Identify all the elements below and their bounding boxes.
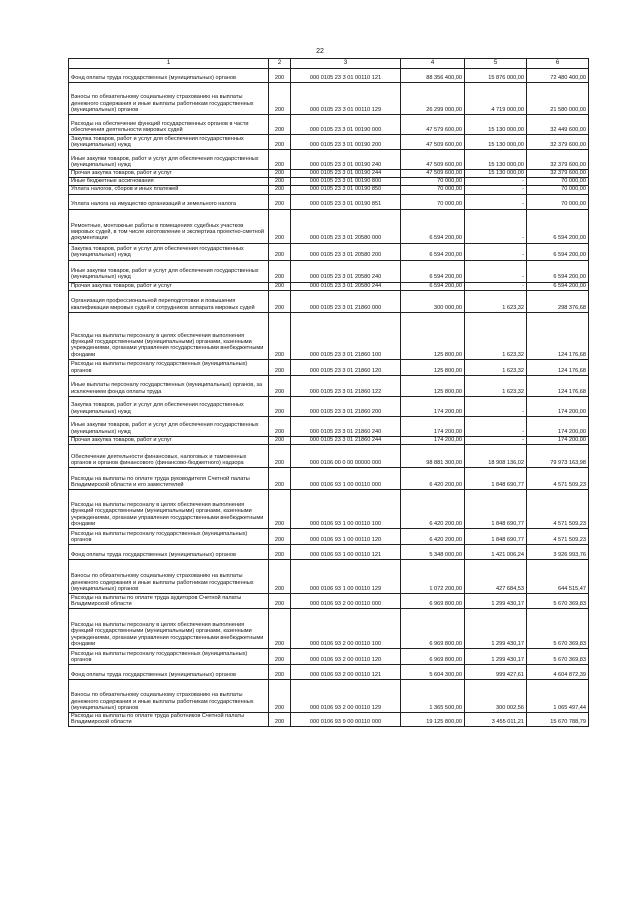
row-executed-amount: 999 427,61 [465,665,527,680]
page-number: 22 [316,48,324,55]
row-budget-code: 000 0105 23 3 01 21860 244 [291,436,401,444]
row-executed-amount: 15 130 000,00 [465,115,527,135]
row-unexecuted-amount: 4 571 509,23 [527,468,589,490]
row-approved-amount: 6 594 200,00 [401,282,465,290]
row-approved-amount: 6 420 200,00 [401,490,465,529]
row-approved-amount: 26 299 000,00 [401,83,465,115]
row-executed-amount: 1 848 690,77 [465,468,527,490]
header-col-3: 3 [291,59,401,69]
row-name: Расходы на выплаты по оплате труда работников Счетной палаты Владимирской области [69,713,269,727]
row-executed-amount: - [465,260,527,282]
row-executed-amount: 1 421 006,24 [465,545,527,560]
row-unexecuted-amount: 70 000,00 [527,178,589,186]
row-budget-code: 000 0105 23 3 01 00110 121 [291,69,401,83]
row-unexecuted-amount: 174 200,00 [527,416,589,436]
row-budget-code: 000 0106 93 2 00 00110 100 [291,609,401,649]
row-budget-code: 000 0105 23 3 01 00110 129 [291,83,401,115]
row-executed-amount: 1 623,32 [465,312,527,359]
row-approved-amount: 70 000,00 [401,194,465,209]
row-code: 200 [269,594,291,609]
row-budget-code: 000 0105 23 3 01 20580 240 [291,260,401,282]
row-executed-amount: 427 684,53 [465,560,527,594]
row-budget-code: 000 0106 93 9 00 00110 000 [291,713,401,727]
row-unexecuted-amount: 32 379 600,00 [527,135,589,150]
table-row [69,436,589,444]
row-code: 200 [269,560,291,594]
row-name: Уплата налога на имущество организаций и земельного налога [69,194,269,209]
row-name: Иные выплаты персоналу государственных (муниципальных) органов, за исключением фонда оплаты труда [69,375,269,396]
table-row [69,209,589,243]
row-code: 200 [269,529,291,545]
row-executed-amount: 1 623,32 [465,290,527,312]
table-row [69,680,589,713]
table-row [69,260,589,282]
row-code: 200 [269,609,291,649]
row-name: Организация профессиональной переподготовки и повышения квалификации мировых судей и сотрудников аппарата мировых судей [69,290,269,312]
row-approved-amount: 125 800,00 [401,375,465,396]
table-row [69,396,589,416]
table-row [69,529,589,545]
row-budget-code: 000 0106 93 1 00 00110 100 [291,490,401,529]
row-approved-amount: 47 509 600,00 [401,170,465,178]
row-code: 200 [269,243,291,260]
row-budget-code: 000 0105 23 3 01 00190 800 [291,178,401,186]
row-approved-amount: 6 420 200,00 [401,468,465,490]
table-row [69,178,589,186]
row-name: Взносы по обязательному социальному страхованию на выплаты денежного содержания и иные выплаты работникам государственных (муниципальных) органов [69,83,269,115]
row-name: Иные закупки товаров, работ и услуг для обеспечения государственных (муниципальных) нужд [69,416,269,436]
row-budget-code: 000 0106 93 1 00 00110 000 [291,468,401,490]
row-code: 200 [269,545,291,560]
header-col-1: 1 [69,59,269,69]
row-code: 200 [269,260,291,282]
row-executed-amount: 1 299 430,17 [465,649,527,665]
row-executed-amount: 300 002,56 [465,680,527,713]
row-budget-code: 000 0105 23 3 01 21860 000 [291,290,401,312]
row-code: 200 [269,649,291,665]
row-name: Расходы на выплаты по оплате труда аудиторов Счетной палаты Владимирской области [69,594,269,609]
row-unexecuted-amount: 5 670 369,83 [527,594,589,609]
row-unexecuted-amount: 6 594 200,00 [527,209,589,243]
row-unexecuted-amount: 6 594 200,00 [527,260,589,282]
row-budget-code: 000 0105 23 3 01 00190 240 [291,150,401,170]
row-name: Иные бюджетные ассигнования [69,178,269,186]
row-approved-amount: 300 000,00 [401,290,465,312]
table-row [69,115,589,135]
row-executed-amount: 1 299 430,17 [465,594,527,609]
row-name: Расходы на выплаты персоналу в целях обеспечения выполнения функций государственными (муниципальными) органами, казенными учреждениями, органами управления государственными внебюджетными фондами [69,609,269,649]
row-code: 200 [269,436,291,444]
header-col-2: 2 [269,59,291,69]
row-budget-code: 000 0105 23 3 01 20580 000 [291,209,401,243]
row-name: Иные закупки товаров, работ и услуг для обеспечения государственных (муниципальных) нужд [69,260,269,282]
row-approved-amount: 174 200,00 [401,396,465,416]
row-executed-amount: 3 455 011,21 [465,713,527,727]
row-code: 200 [269,170,291,178]
row-name: Иные закупки товаров, работ и услуг для обеспечения государственных (муниципальных) нужд [69,150,269,170]
row-approved-amount: 1 072 200,00 [401,560,465,594]
row-name: Расходы на выплаты персоналу государственных (муниципальных) органов [69,359,269,375]
row-code: 200 [269,69,291,83]
row-unexecuted-amount: 298 376,68 [527,290,589,312]
row-code: 200 [269,713,291,727]
row-budget-code: 000 0105 23 3 01 20580 244 [291,282,401,290]
row-name: Закупка товаров, работ и услуг для обеспечения государственных (муниципальных) нужд [69,243,269,260]
row-code: 200 [269,290,291,312]
row-executed-amount: - [465,282,527,290]
row-budget-code: 000 0105 23 3 01 21860 200 [291,396,401,416]
row-approved-amount: 1 365 500,00 [401,680,465,713]
row-approved-amount: 47 509 600,00 [401,135,465,150]
row-unexecuted-amount: 70 000,00 [527,194,589,209]
table-row [69,665,589,680]
row-code: 200 [269,282,291,290]
row-budget-code: 000 0105 23 3 01 00190 851 [291,194,401,209]
row-unexecuted-amount: 3 926 993,76 [527,545,589,560]
row-code: 200 [269,194,291,209]
row-unexecuted-amount: 124 176,68 [527,312,589,359]
row-unexecuted-amount: 5 670 369,83 [527,649,589,665]
row-executed-amount: 15 130 000,00 [465,150,527,170]
table-row [69,69,589,83]
row-code: 200 [269,665,291,680]
row-code: 200 [269,115,291,135]
row-unexecuted-amount: 4 571 509,23 [527,490,589,529]
row-unexecuted-amount: 70 000,00 [527,186,589,194]
row-budget-code: 000 0105 23 3 01 21860 100 [291,312,401,359]
row-unexecuted-amount: 32 379 600,00 [527,150,589,170]
row-approved-amount: 47 579 600,00 [401,115,465,135]
row-approved-amount: 6 594 200,00 [401,243,465,260]
row-executed-amount: - [465,209,527,243]
row-executed-amount: 1 299 430,17 [465,609,527,649]
row-approved-amount: 6 969 800,00 [401,609,465,649]
row-budget-code: 000 0105 23 3 01 00190 200 [291,135,401,150]
row-approved-amount: 70 000,00 [401,178,465,186]
row-unexecuted-amount: 15 670 788,79 [527,713,589,727]
table-row [69,243,589,260]
table-row [69,359,589,375]
row-name: Фонд оплаты труда государственных (муниципальных) органов [69,69,269,83]
row-budget-code: 000 0106 93 1 00 00110 129 [291,560,401,594]
row-name: Закупка товаров, работ и услуг для обеспечения государственных (муниципальных) нужд [69,135,269,150]
row-executed-amount: 1 623,32 [465,375,527,396]
row-budget-code: 000 0106 00 0 00 00000 000 [291,445,401,468]
row-approved-amount: 6 969 800,00 [401,594,465,609]
header-col-6: 6 [527,59,589,69]
row-code: 200 [269,396,291,416]
table-row [69,375,589,396]
row-approved-amount: 6 594 200,00 [401,260,465,282]
row-budget-code: 000 0105 23 3 01 21860 120 [291,359,401,375]
row-budget-code: 000 0105 23 3 01 00190 000 [291,115,401,135]
table-row [69,194,589,209]
row-executed-amount: - [465,416,527,436]
row-approved-amount: 6 594 200,00 [401,209,465,243]
table-row [69,150,589,170]
header-col-5: 5 [465,59,527,69]
row-approved-amount: 98 881 300,00 [401,445,465,468]
row-code: 200 [269,468,291,490]
table-row [69,594,589,609]
row-unexecuted-amount: 32 449 600,00 [527,115,589,135]
row-name: Взносы по обязательному социальному страхованию на выплаты денежного содержания и иные выплаты работникам государственных (муниципальных) органов [69,560,269,594]
table-row [69,83,589,115]
row-executed-amount: - [465,178,527,186]
row-unexecuted-amount: 5 670 369,83 [527,609,589,649]
row-approved-amount: 47 509 600,00 [401,150,465,170]
row-executed-amount: - [465,194,527,209]
row-unexecuted-amount: 174 200,00 [527,396,589,416]
table-row [69,560,589,594]
row-code: 200 [269,83,291,115]
row-approved-amount: 19 125 800,00 [401,713,465,727]
row-name: Расходы на обеспечение функций государственных органов в части обеспечения деятельности мировых судей [69,115,269,135]
row-executed-amount: 4 719 000,00 [465,83,527,115]
row-executed-amount: 15 130 000,00 [465,170,527,178]
row-code: 200 [269,312,291,359]
row-unexecuted-amount: 72 480 400,00 [527,69,589,83]
row-executed-amount: 15 876 000,00 [465,69,527,83]
row-budget-code: 000 0106 93 1 00 00110 121 [291,545,401,560]
row-code: 200 [269,416,291,436]
row-code: 200 [269,680,291,713]
row-budget-code: 000 0105 23 3 01 00190 244 [291,170,401,178]
row-approved-amount: 174 200,00 [401,436,465,444]
row-code: 200 [269,490,291,529]
table-row [69,649,589,665]
row-unexecuted-amount: 4 604 872,39 [527,665,589,680]
budget-execution-table [68,58,589,727]
row-budget-code: 000 0106 93 2 00 00110 129 [291,680,401,713]
table-row [69,609,589,649]
table-row [69,490,589,529]
row-name: Взносы по обязательному социальному страхованию на выплаты денежного содержания и иные выплаты работникам государственных (муниципальных) органов [69,680,269,713]
table-row [69,170,589,178]
row-unexecuted-amount: 124 176,68 [527,359,589,375]
row-budget-code: 000 0105 23 3 01 00190 850 [291,186,401,194]
row-name: Расходы на выплаты персоналу в целях обеспечения выполнения функций государственными (муниципальными) органами, казенными учреждениями, органами управления государственными внебюджетными фондами [69,490,269,529]
row-executed-amount: 15 130 000,00 [465,135,527,150]
row-approved-amount: 6 969 800,00 [401,649,465,665]
row-unexecuted-amount: 79 973 163,98 [527,445,589,468]
table-row [69,282,589,290]
row-budget-code: 000 0105 23 3 01 20580 200 [291,243,401,260]
row-approved-amount: 125 800,00 [401,359,465,375]
row-approved-amount: 5 604 300,00 [401,665,465,680]
row-budget-code: 000 0106 93 2 00 00110 000 [291,594,401,609]
row-executed-amount: 1 623,32 [465,359,527,375]
row-unexecuted-amount: 6 594 200,00 [527,243,589,260]
table-row [69,416,589,436]
row-budget-code: 000 0105 23 3 01 21860 240 [291,416,401,436]
row-name: Прочая закупка товаров, работ и услуг [69,436,269,444]
row-approved-amount: 6 420 200,00 [401,529,465,545]
row-unexecuted-amount: 6 594 200,00 [527,282,589,290]
row-code: 200 [269,375,291,396]
row-approved-amount: 5 348 000,00 [401,545,465,560]
row-code: 200 [269,186,291,194]
row-name: Прочая закупка товаров, работ и услуг [69,282,269,290]
table-header-row [69,59,589,69]
row-name: Расходы на выплаты персоналу государственных (муниципальных) органов [69,649,269,665]
row-unexecuted-amount: 644 515,47 [527,560,589,594]
row-executed-amount: 1 848 690,77 [465,490,527,529]
row-name: Обеспечение деятельности финансовых, налоговых и таможенных органов и органов финансового (финансово-бюджетного) надзора [69,445,269,468]
row-code: 200 [269,178,291,186]
table-row [69,290,589,312]
row-approved-amount: 70 000,00 [401,186,465,194]
table-row [69,468,589,490]
row-name: Уплата налогов, сборов и иных платежей [69,186,269,194]
row-name: Фонд оплаты труда государственных (муниципальных) органов [69,545,269,560]
row-unexecuted-amount: 124 176,68 [527,375,589,396]
row-executed-amount: - [465,186,527,194]
row-budget-code: 000 0106 93 1 00 00110 120 [291,529,401,545]
row-budget-code: 000 0105 23 3 01 21860 122 [291,375,401,396]
row-unexecuted-amount: 21 580 000,00 [527,83,589,115]
table-row [69,713,589,727]
row-approved-amount: 174 200,00 [401,416,465,436]
row-budget-code: 000 0106 93 2 00 00110 120 [291,649,401,665]
row-approved-amount: 88 356 400,00 [401,69,465,83]
row-unexecuted-amount: 174 200,00 [527,436,589,444]
row-code: 200 [269,359,291,375]
row-unexecuted-amount: 32 379 600,00 [527,170,589,178]
row-budget-code: 000 0106 93 2 00 00110 121 [291,665,401,680]
row-executed-amount: - [465,396,527,416]
table-row [69,135,589,150]
row-executed-amount: - [465,243,527,260]
table-row [69,545,589,560]
row-unexecuted-amount: 4 571 509,23 [527,529,589,545]
row-name: Расходы на выплаты персоналу государственных (муниципальных) органов [69,529,269,545]
table-row [69,312,589,359]
row-code: 200 [269,209,291,243]
row-name: Расходы на выплаты персоналу в целях обеспечения выполнения функций государственными (муниципальными) органами, казенными учреждениями, органами управления государственными внебюджетными фондами [69,312,269,359]
header-col-4: 4 [401,59,465,69]
row-name: Фонд оплаты труда государственных (муниципальных) органов [69,665,269,680]
row-code: 200 [269,445,291,468]
row-code: 200 [269,135,291,150]
row-name: Ремонтные, монтажные работы в помещениях судебных участков мировых судей, в том числе изготовление и экспертиза проектно-сметной документации [69,209,269,243]
row-executed-amount: 1 848 690,77 [465,529,527,545]
row-name: Закупка товаров, работ и услуг для обеспечения государственных (муниципальных) нужд [69,396,269,416]
row-approved-amount: 125 800,00 [401,312,465,359]
row-name: Расходы на выплаты по оплате труда руководителя Счетной палаты Владимирской области и его заместителей [69,468,269,490]
row-unexecuted-amount: 1 065 497,44 [527,680,589,713]
row-name: Прочая закупка товаров, работ и услуг [69,170,269,178]
row-executed-amount: 18 908 136,02 [465,445,527,468]
table-row [69,186,589,194]
row-executed-amount: - [465,436,527,444]
table-row [69,445,589,468]
row-code: 200 [269,150,291,170]
